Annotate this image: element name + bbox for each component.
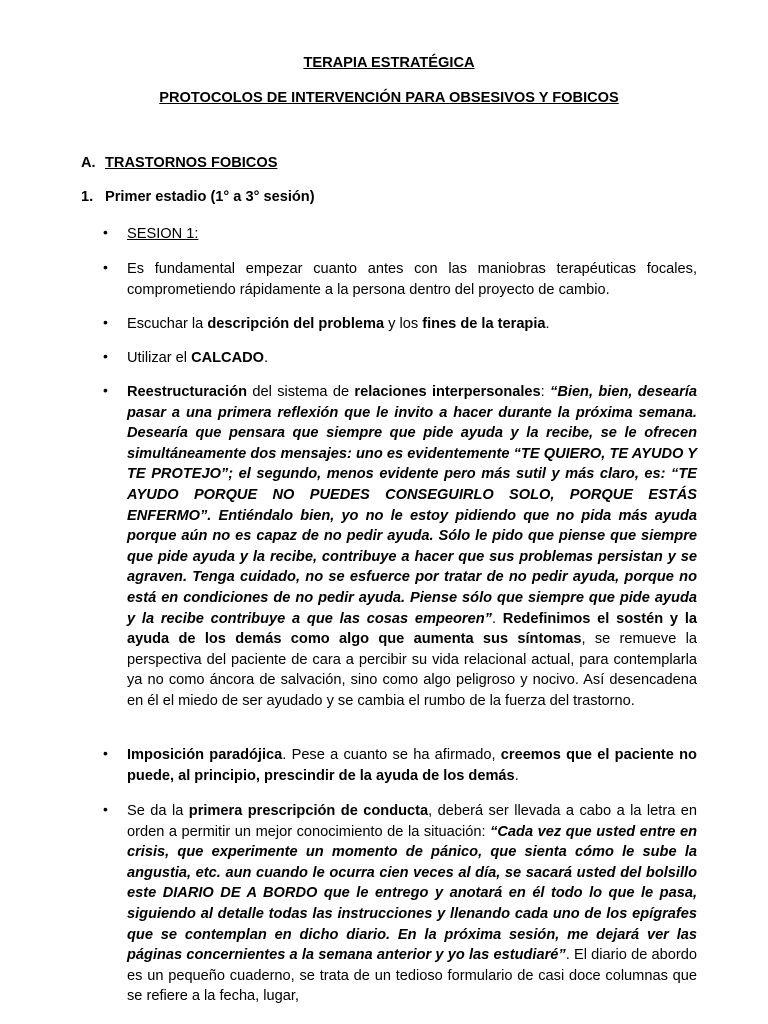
list-item-escuchar [103,314,697,335]
reestructuracion-text: Reestructuración del sistema de relaciones interpersonales: “Bien, bien, desearía pasar a una primera reflexión que le invito a hacer durante la próxima semana. Desearía que pensara que siempre que pide ayuda y la recibe, se le ofrecen simultáneamente dos mensajes: uno es evidentemente “TE QUIERO, TE AYUDO Y TE PROTEJO”; el segundo, menos evidente pero más sutil y más claro, es: “TE AYUDO PORQUE NO PUEDES CONSEGUIRLO SOLO, PORQUE ESTÁS ENFERMO”. Entiéndalo bien, yo no le estoy pidiendo que no pida más ayuda porque aún no es capaz de no pedir ayuda. Sólo le pido que piense que siempre que pide ayuda y la recibe, contribuye a hacer que sus problemas persistan y se agraven. Tenga cuidado, no se esfuerce por tratar de no pedir ayuda, porque no está en condiciones de no pedir ayuda. Piense sólo que siempre que pide ayuda y la recibe contribuye a que las cosas empeoren”. Redefinimos el sostén y la ayuda de los demás como algo que aumenta sus síntomas, se remueve la perspectiva del paciente de cara a percibir su vida relacional actual, para contemplarla ya no como áncora de salvación, sino como algo peligroso y nocivo. Así desencadena en él el miedo de ser ayudado y se cambia el rumbo de la fuerza del trastorno. [127,384,697,709]
document-subtitle: PROTOCOLOS DE INTERVENCIÓN PARA OBSESIVOS Y FOBICOS [159,90,619,106]
bullet-icon: • [103,801,108,817]
section-1-heading [81,189,315,205]
bullet-icon: • [103,745,108,761]
prescripcion-text: Se da la primera prescripción de conducta, deberá ser llevada a cabo a la letra en orden a permitir un mejor conocimiento de la situación: “Cada vez que usted entre en crisis, que experimente un momento de pánico, que sienta cómo le sube la angustia, etc. aun cuando le ocurra cien veces al día, se sacará usted del bolsillo este DIARIO DE A BORDO que le entrego y anotará en él todo lo que le pasa, siguiendo al detalle todas las instrucciones y llenando cada uno de los epígrafes que se contemplan en dicho diario. En la próxima sesión, me dejará ver las páginas concernientes a la semana anterior y yo las estudiaré”. El diario de abordo es un pequeño cuaderno, se trata de un tedioso formulario de casi doce columnas que se refiere a la fecha, lugar, [127,803,697,1005]
imposicion-text: Imposición paradójica. Pese a cuanto se ha afirmado, creemos que el paciente no puede, al principio, prescindir de la ayuda de los demás. [127,747,697,784]
list-item-prescripcion [103,801,697,1007]
list-item-sesion [103,224,697,245]
list-item-calcado [103,348,697,369]
escuchar-text: Escuchar la descripción del problema y los fines de la terapia. [127,316,550,332]
list-item-reestructuracion [103,382,697,712]
bullet-icon: • [103,224,108,240]
bullet-icon: • [103,314,108,330]
bullet-icon: • [103,348,108,364]
list-item-imposicion [103,745,697,786]
section-1-number: 1. [81,189,94,205]
section-a-heading [81,155,277,171]
section-1-title: Primer estadio (1° a 3° sesión) [105,189,315,205]
sesion-label: SESION 1: [127,226,199,242]
document-title: TERAPIA ESTRATÉGICA [303,55,475,71]
bullet-icon: • [103,382,108,398]
fundamental-text: Es fundamental empezar cuanto antes con las maniobras terapéuticas focales, comprometiendo rápidamente a la persona dentro del proyecto de cambio. [127,261,697,298]
calcado-text: Utilizar el CALCADO. [127,350,269,366]
bullet-icon: • [103,259,108,275]
section-a-letter: A. [81,155,96,171]
list-item-fundamental [103,259,697,300]
section-a-title: TRASTORNOS FOBICOS [105,155,278,171]
